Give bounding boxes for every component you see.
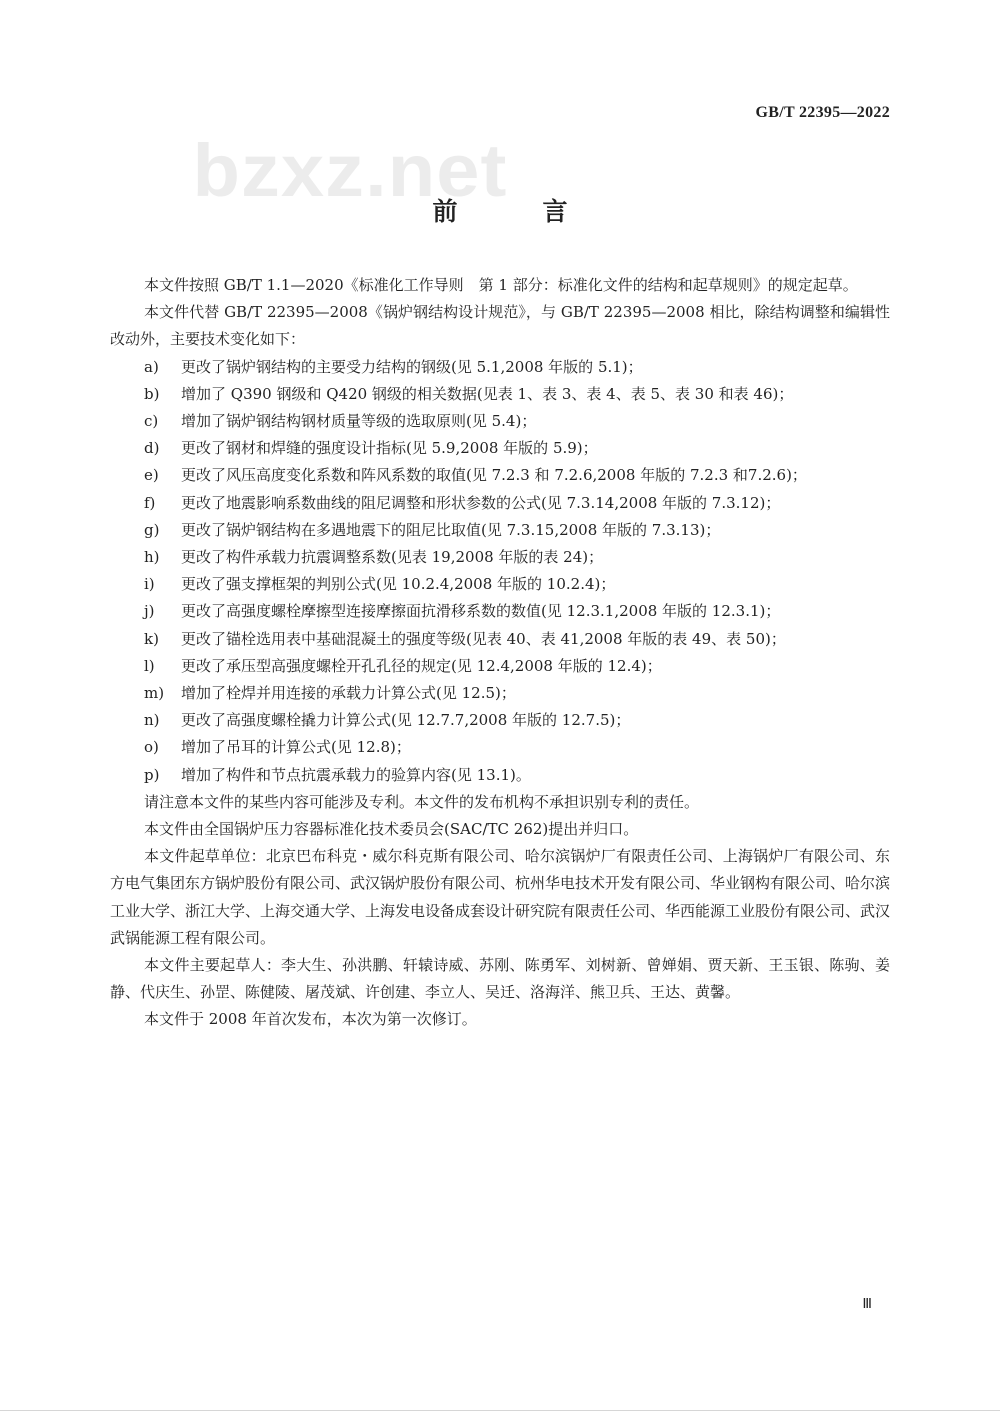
list-item-text: 更改了承压型高强度螺栓开孔孔径的规定(见 12.4,2008 年版的 12.4)； (181, 656, 662, 675)
changes-list (110, 354, 890, 789)
list-item-text: 增加了栓焊并用连接的承载力计算公式(见 12.5)； (181, 684, 516, 703)
list-item-text: 增加了锅炉钢结构钢材质量等级的选取原则(见 5.4)； (181, 412, 537, 431)
list-marker: i) (144, 575, 155, 594)
list-item (110, 598, 890, 625)
list-item (110, 490, 890, 517)
page-number: Ⅲ (862, 1297, 872, 1312)
list-marker: d) (144, 439, 160, 458)
list-item (110, 680, 890, 707)
list-item-text: 增加了 Q390 钢级和 Q420 钢级的相关数据(见表 1、表 3、表 4、表 5、表 30 和表 46)； (181, 384, 794, 403)
list-item (110, 571, 890, 598)
list-item (110, 462, 890, 489)
list-item-text: 增加了构件和节点抗震承载力的验算内容(见 13.1)。 (181, 765, 531, 784)
drafting-units-paragraph: 本文件起草单位：北京巴布科克・威尔科克斯有限公司、哈尔滨锅炉厂有限责任公司、上海锅炉厂有限公司、东方电气集团东方锅炉股份有限公司、武汉锅炉股份有限公司、杭州华电技术开发有限公司、华业钢构有限公司、哈尔滨工业大学、浙江大学、上海交通大学、上海发电设备成套设计研究院有限责任公司、华西能源工业股份有限公司、武汉武锅能源工程有限公司。 (110, 847, 891, 947)
document-body (110, 272, 890, 1034)
list-marker: l) (144, 656, 155, 675)
list-item (110, 544, 890, 571)
list-marker: a) (144, 357, 159, 376)
list-marker: k) (144, 629, 159, 648)
list-marker: g) (144, 520, 160, 539)
drafters-paragraph: 本文件主要起草人：李大生、孙洪鹏、轩辕诗威、苏刚、陈勇军、刘树新、曾婵娟、贾天新、王玉银、陈驹、姜静、代庆生、孙罡、陈健陵、屠茂斌、许创建、李立人、吴迁、洛海洋、熊卫兵、王达、黄馨。 (110, 956, 890, 1002)
page-title: 前 言 (432, 197, 598, 226)
watermark: bzxz.net (192, 129, 508, 212)
list-item-text: 更改了地震影响系数曲线的阻尼调整和形状参数的公式(见 7.3.14,2008 年版的 7.3.12)； (181, 493, 781, 512)
list-item-text: 更改了钢材和焊缝的强度设计指标(见 5.9,2008 年版的 5.9)； (181, 439, 598, 458)
list-marker: p) (144, 765, 160, 784)
list-item (110, 381, 890, 408)
list-marker: j) (144, 602, 155, 621)
list-item-text: 更改了锅炉钢结构的主要受力结构的钢级(见 5.1,2008 年版的 5.1)； (181, 357, 643, 376)
list-marker: e) (144, 466, 159, 485)
list-item (110, 435, 890, 462)
list-item-text: 更改了高强度螺栓摩擦型连接摩擦面抗滑移系数的数值(见 12.3.1,2008 年版的 12.3.1)； (181, 602, 781, 621)
page-edge-divider (0, 1410, 1000, 1411)
list-marker: c) (144, 412, 159, 431)
list-item (110, 734, 890, 761)
list-item-text: 更改了高强度螺栓撬力计算公式(见 12.7.7,2008 年版的 12.7.5)； (181, 711, 631, 730)
standard-code: GB/T 22395—2022 (755, 104, 890, 121)
list-item-text: 更改了锚栓选用表中基础混凝土的强度等级(见表 40、表 41,2008 年版的表 49、表 50)； (181, 629, 786, 648)
list-item (110, 762, 890, 789)
list-marker: h) (144, 548, 160, 567)
list-item (110, 653, 890, 680)
list-marker: b) (144, 384, 160, 403)
list-item (110, 707, 890, 734)
list-marker: n) (144, 711, 160, 730)
list-item-text: 更改了风压高度变化系数和阵风系数的取值(见 7.2.3 和 7.2.6,2008 年版的 7.2.3 和7.2.6)； (181, 466, 807, 485)
list-item-text: 更改了强支撑框架的判别公式(见 10.2.4,2008 年版的 10.2.4)； (181, 575, 616, 594)
list-item-text: 更改了锅炉钢结构在多遇地震下的阻尼比取值(见 7.3.15,2008 年版的 7.3.13)； (181, 520, 721, 539)
list-item (110, 408, 890, 435)
list-item-text: 更改了构件承载力抗震调整系数(见表 19,2008 年版的表 24)； (181, 548, 604, 567)
list-marker: o) (144, 738, 159, 757)
intro-paragraph: 本文件代替 GB/T 22395—2008《锅炉钢结构设计规范》，与 GB/T 22395—2008 相比，除结构调整和编辑性改动外，主要技术变化如下： (110, 303, 890, 349)
list-item (110, 517, 890, 544)
proposer-paragraph: 本文件由全国锅炉压力容器标准化技术委员会(SAC/TC 262)提出并归口。 (144, 820, 639, 839)
intro-paragraph: 本文件按照 GB/T 1.1—2020《标准化工作导则 第 1 部分：标准化文件的结构和起草规则》的规定起草。 (144, 276, 858, 294)
list-item (110, 626, 890, 653)
list-marker: f) (144, 493, 156, 512)
publication-history-paragraph: 本文件于 2008 年首次发布，本次为第一次修订。 (144, 1010, 477, 1029)
list-marker: m) (144, 684, 165, 703)
list-item-text: 增加了吊耳的计算公式(见 12.8)； (181, 738, 411, 757)
list-item (110, 354, 890, 381)
patent-notice: 请注意本文件的某些内容可能涉及专利。本文件的发布机构不承担识别专利的责任。 (144, 792, 700, 811)
